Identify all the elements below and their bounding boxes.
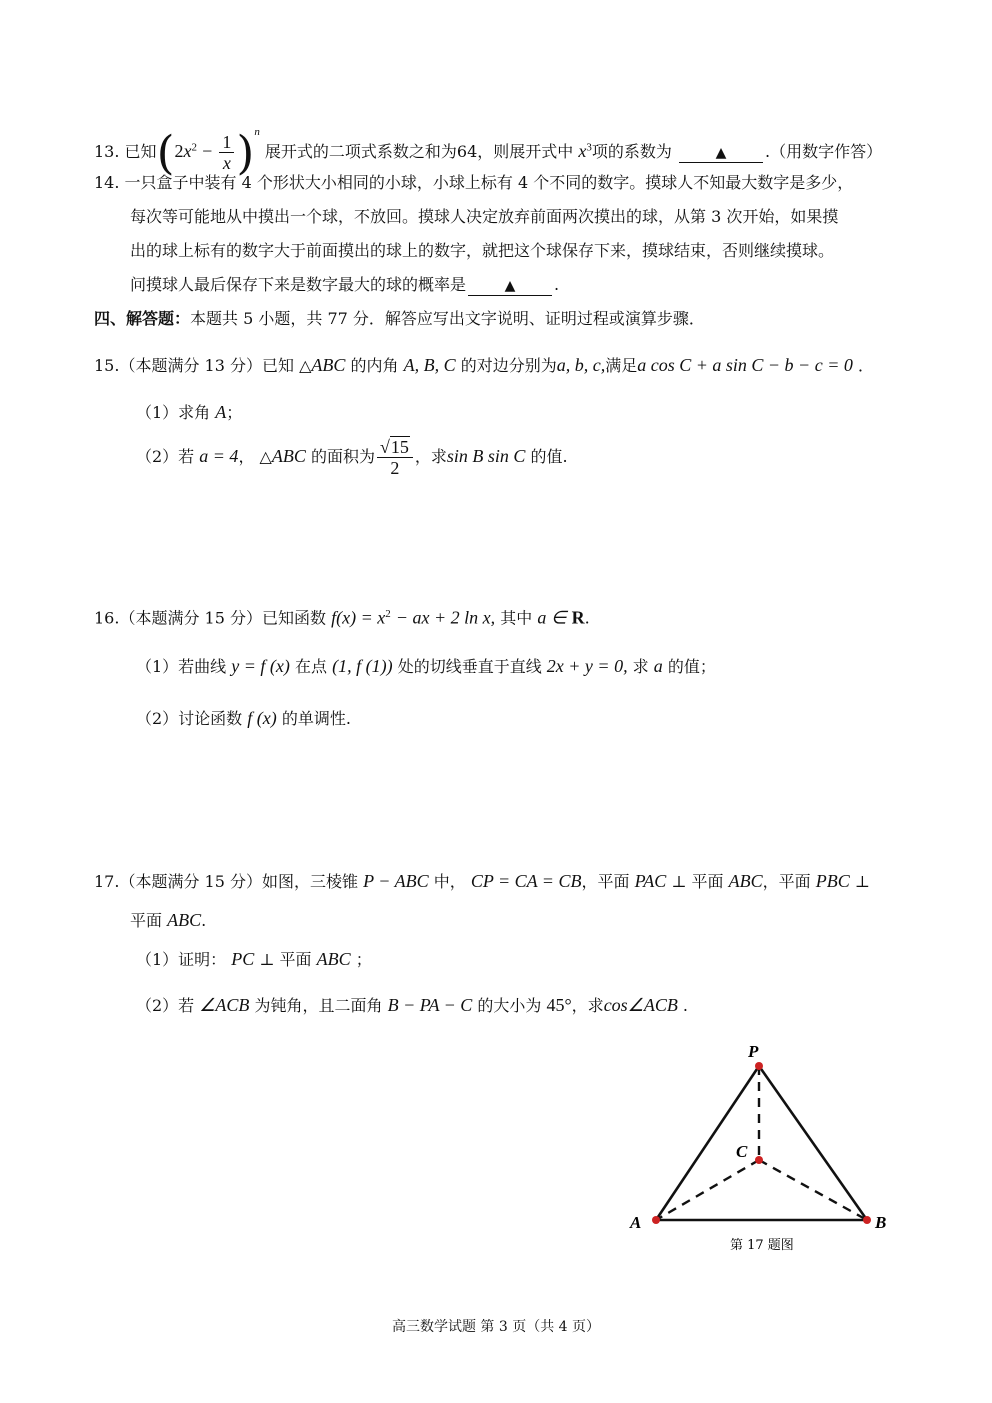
vertex-c <box>755 1156 763 1164</box>
q15-number: 15. <box>94 356 120 375</box>
right-paren: ) <box>236 125 255 180</box>
q17-number: 17. <box>94 872 120 891</box>
vertex-p <box>755 1062 763 1070</box>
q13-number: 13. <box>94 142 120 161</box>
q14-line2: 每次等可能地从中摸出一个球，不放回。摸球人决定放弃前面两次摸出的球，从第 3 次开始，如果摸 <box>130 207 839 226</box>
q13-line: 13. 已知($2x^2$ − $\frac{1}{x}$ )$^n$ 展开式的二项式系数之和为64，则展开式中 $x^3$项的系数为 ▲ .（用数字作答） <box>94 125 883 180</box>
q16-stem: 16.（本题满分 15 分）已知函数 $f(x) = x^2$ − ax + 2 ln x, 其中 a ∈ R. <box>94 607 590 628</box>
left-paren: ( <box>156 125 175 180</box>
q13-text1: 展开式的二项式系数之和为64，则展开式中 <box>264 142 574 161</box>
q16-part2: （2）讨论函数 f (x) 的单调性. <box>136 708 351 728</box>
section-instructions: 本题共 5 小题，共 77 分．解答应写出文字说明、证明过程或演算步骤． <box>190 309 705 328</box>
q17-score: （本题满分 15 分） <box>119 872 262 891</box>
q15-part1: （1）求角 A； <box>136 402 243 422</box>
q17-part2: （2）若 ∠ACB 为钝角，且二面角 B − PA − C 的大小为 45°，求cos∠ACB . <box>136 995 689 1015</box>
q14-answer-blank: ▲ <box>468 277 552 296</box>
q14-line1: 14. 一只盒子中装有 4 个形状大小相同的小球，小球上标有 4 个不同的数字。摸球人不知最大数字是多少， <box>94 173 854 192</box>
section-title: 四、解答题： <box>94 309 191 328</box>
q16-score: （本题满分 15 分） <box>119 608 262 628</box>
q15-score: （本题满分 13 分） <box>119 356 262 375</box>
q14-number: 14. <box>94 173 120 192</box>
section-heading <box>94 308 705 330</box>
q17-stem: 17.（本题满分 15 分）如图，三棱锥 P − ABC 中， CP = CA = CB，平面 PAC ⊥ 平面 ABC，平面 PBC ⊥ <box>94 871 870 891</box>
q17-stem-line2: 平面 ABC. <box>130 910 207 930</box>
vertex-b <box>863 1216 871 1224</box>
q14-line4: 问摸球人最后保存下来是数字最大的球的概率是 ▲ . <box>130 275 560 294</box>
q15-area-fraction: $\frac{√15}{2}$ <box>377 437 413 478</box>
label-p: P <box>748 1042 759 1061</box>
edge-ca-dashed <box>656 1160 759 1220</box>
figure-caption: 第 17 题图 <box>730 1238 794 1253</box>
q15-part2: （2）若 a = 4， △ABC 的面积为 $\frac{√15}{2}$ ，求sin B sin C 的值. <box>136 437 568 478</box>
q13-answer-blank: ▲ <box>679 144 763 163</box>
label-c: C <box>736 1142 748 1161</box>
page-footer: 高三数学试题 第 3 页（共 4 页） <box>391 1319 601 1335</box>
q16-part1: （1）若曲线 y = f (x) 在点 (1, f (1)) 处的切线垂直于直线 2x + y = 0, 求 a 的值； <box>136 656 716 676</box>
label-a: A <box>630 1213 642 1232</box>
q17-part1: （1）证明： PC ⊥ 平面 ABC ； <box>136 949 372 969</box>
vertex-a <box>652 1216 660 1224</box>
edge-pb <box>759 1066 867 1220</box>
q14-line3: 出的球上标有的数字大于前面摸出的球上的数字，就把这个球保存下来，摸球结束，否则继续摸球。 <box>130 241 835 260</box>
label-b: B <box>875 1213 887 1232</box>
q13-fraction: $\frac{1}{x}$ <box>219 132 234 173</box>
q16-number: 16. <box>94 608 120 628</box>
q13-intro: 已知 <box>124 142 157 161</box>
edge-cb-dashed <box>759 1160 867 1220</box>
q15-stem: 15.（本题满分 13 分）已知 △ABC 的内角 A, B, C 的对边分别为a, b, c,满足a cos C + a sin C − b − c = 0 ． <box>94 355 874 375</box>
pyramid-figure <box>620 1035 900 1270</box>
